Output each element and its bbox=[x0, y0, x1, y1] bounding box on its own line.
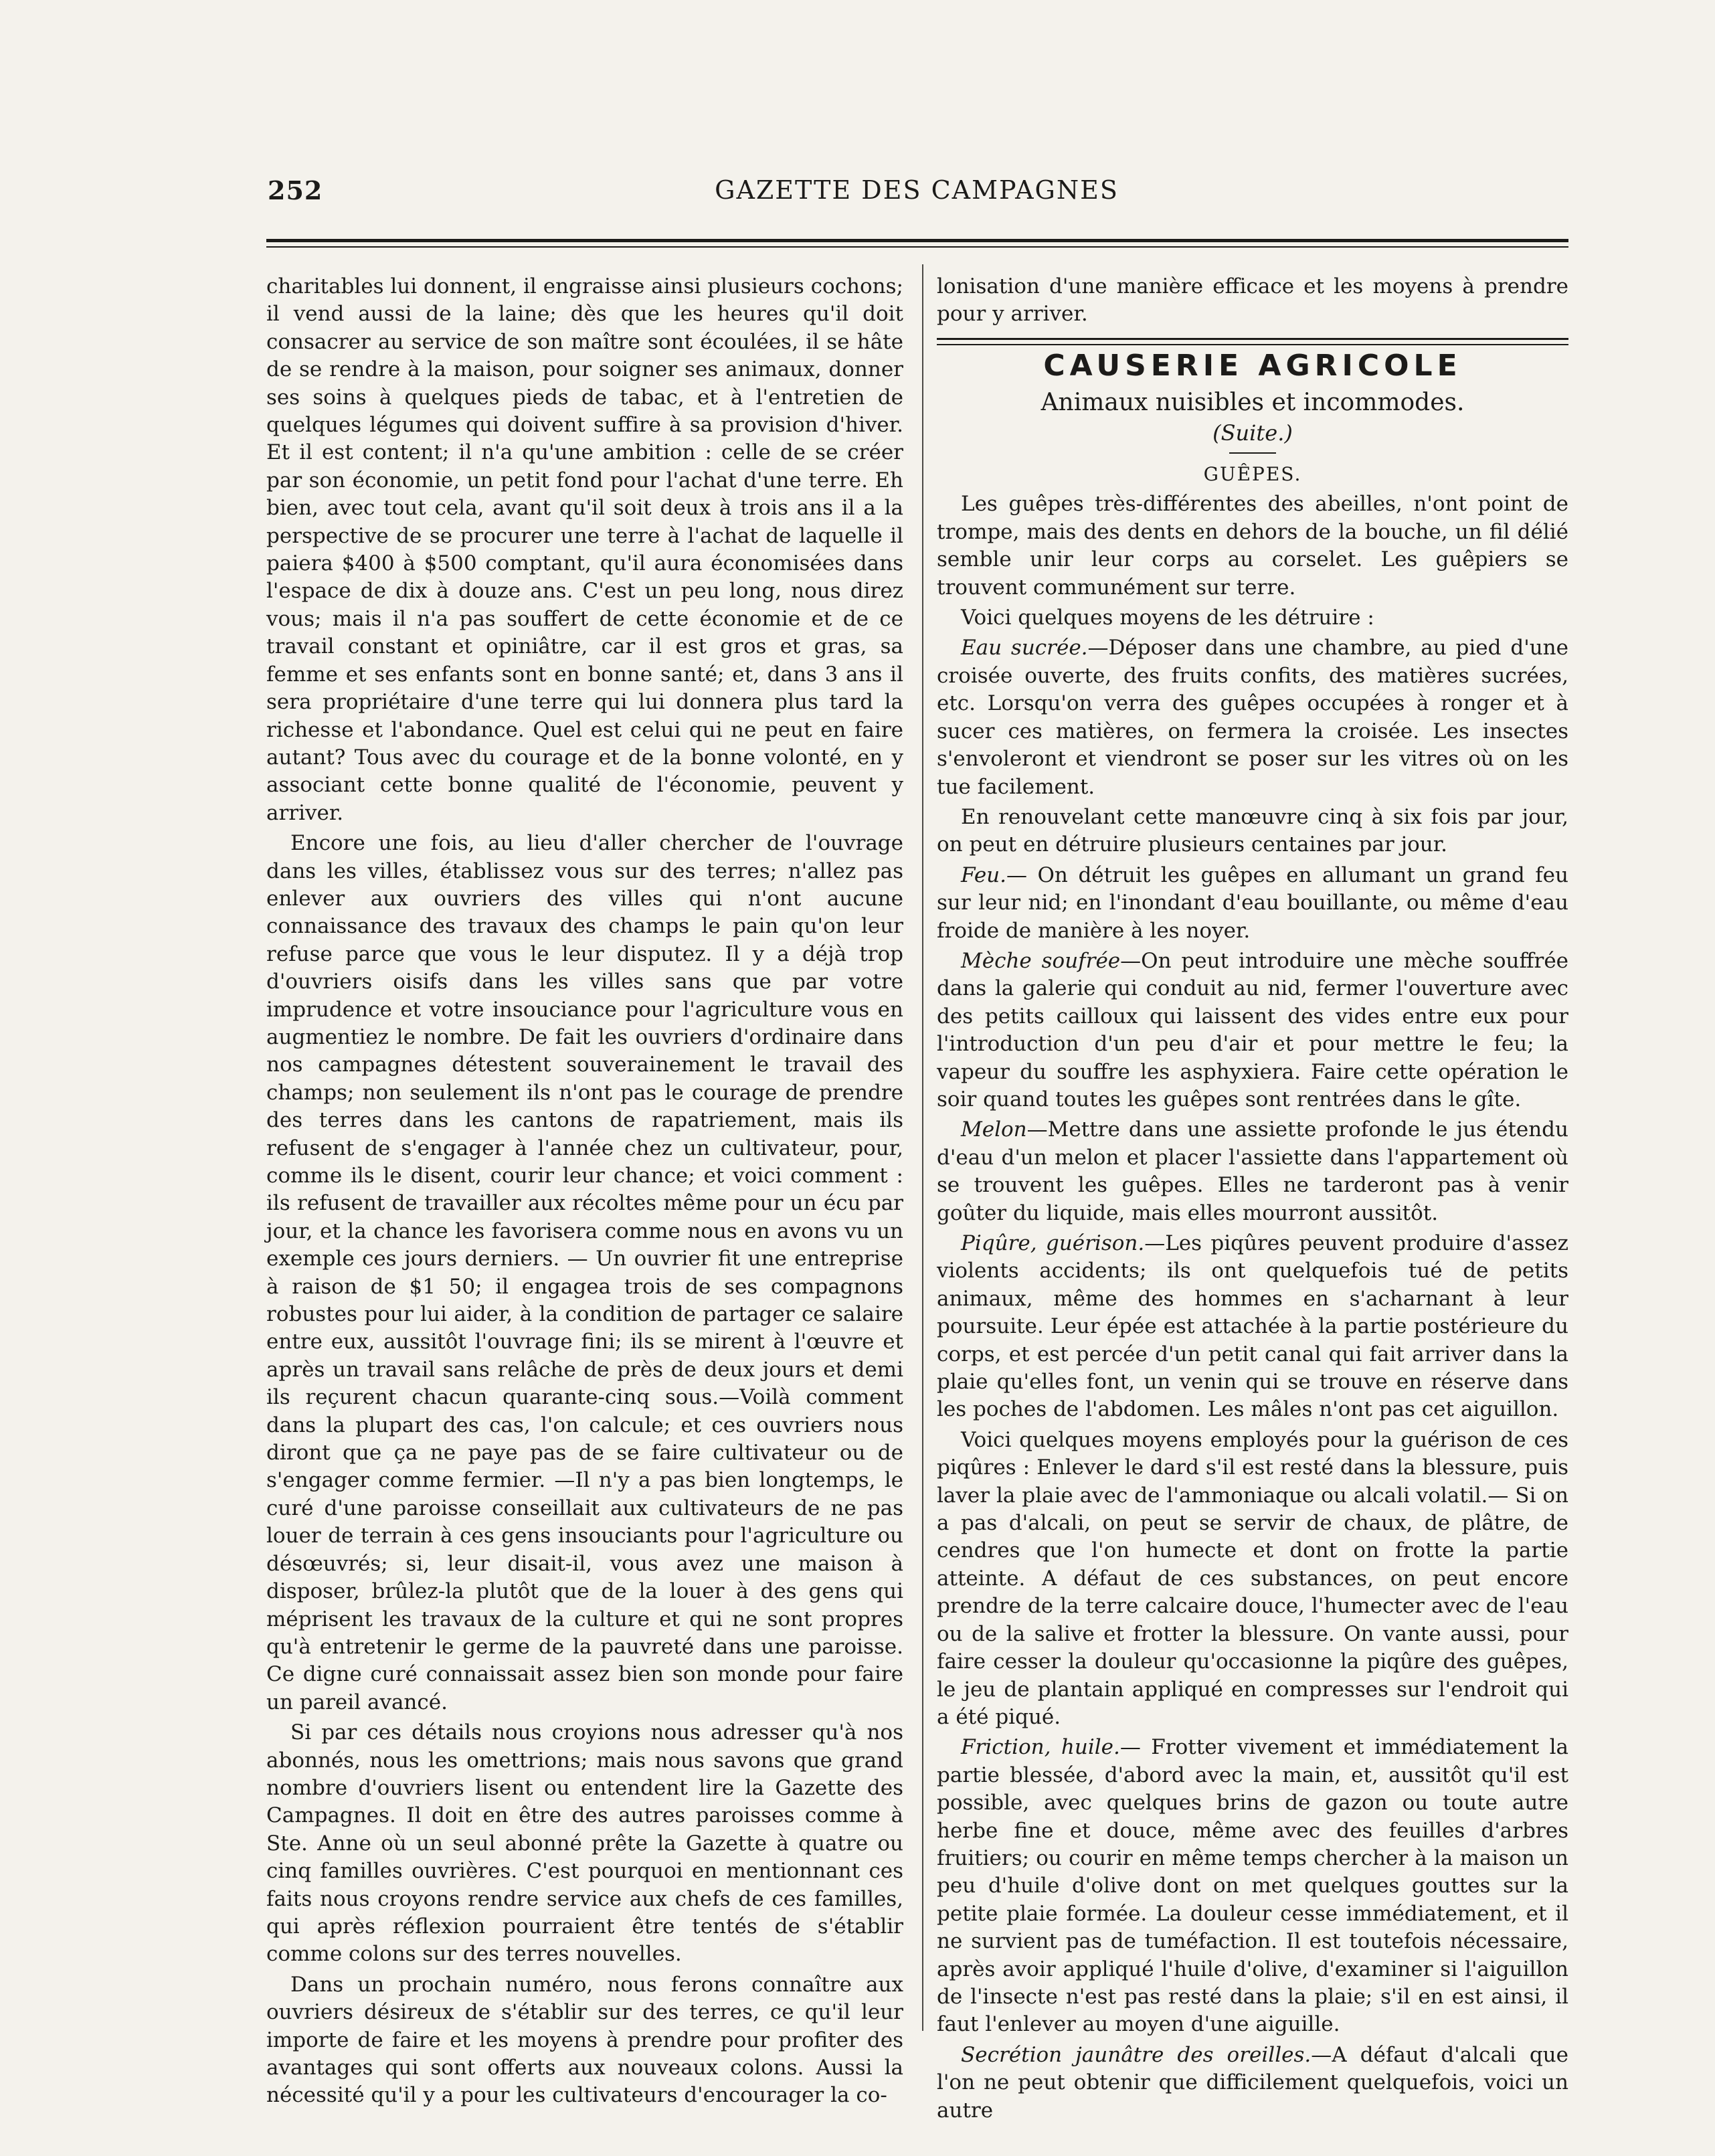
right-paragraph bbox=[937, 634, 1568, 800]
paragraph-lead: Eau sucrée. bbox=[961, 636, 1088, 660]
right-paragraph bbox=[937, 490, 1568, 602]
left-paragraph: Dans un prochain numéro, nous ferons connaître aux ouvriers désireux de s'établir sur des terres, ce qu'il leur importe de faire et les moyens à prendre pour profiter des avantages qui sont offerts aux nouveaux colons. Aussi la nécessité qu'il y a pour les cultivateurs d'encourager la co- bbox=[266, 1972, 903, 2108]
left-paragraph: charitables lui donnent, il engraisse ainsi plusieurs cochons; il vend aussi de la laine; dès que les heures qu'il doit consacrer au service de son maître sont écoulées, il se hâte de se rendre à la maison, pour soigner ses animaux, donner ses soins à quelques pieds de tabac, et à l'entretien de quelques légumes qui doivent suffire à sa provision d'hiver. Et il est content; il n'a qu'une ambition : celle de se créer par son économie, un petit fond pour l'achat d'une terre. Eh bien, avec tout cela, avant qu'il soit deux à trois ans il a la perspective de se procurer une terre à l'achat de laquelle il paiera $400 à $500 comptant, qu'il aura économisées dans l'espace de dix à douze ans. C'est un peu long, nous direz vous; mais il n'a pas souffert de cette économie et de ce travail constant et opiniâtre, car il est gros et gras, sa femme et ses enfants sont en bonne santé; et, dans 3 ans il sera propriétaire d'une terre qui lui donnera plus tard la richesse et l'abondance. Quel est celui qui ne peut en faire autant? Tous avec du courage et de la bonne volonté, en y associant cette bonne qualité de l'économie, peuvent y arriver. bbox=[266, 274, 903, 825]
paragraph-lead: Friction, huile. bbox=[961, 1735, 1120, 1760]
paragraph-text: Voici quelques moyens employés pour la guérison de ces piqûres : Enlever le dard s'il est resté dans la blessure, puis laver la plaie avec de l'ammoniaque ou alcali volatil.— Si on a pas d'alcali, on peut se servir de chaux, de plâtre, de cendres que l'on humecte et dont on frotte la partie atteinte. A défaut de ces substances, on peut encore prendre de la terre calcaire douce, l'humecter avec de l'eau ou de la salive et frotter la blessure. On vante aussi, pour faire cesser la douleur qu'occasionne la piqûre des guêpes, le jeu de plantain appliqué en compresses sur l'endroit qui a été piqué. bbox=[937, 1427, 1568, 1729]
left-paragraph: Si par ces détails nous croyions nous adresser qu'à nos abonnés, nous les omettrions; mais nous savons que grand nombre d'ouvriers lisent ou entendent lire la Gazette des Campagnes. Il doit en être des autres paroisses comme à Ste. Anne où un seul abonné prête la Gazette à quatre ou cinq familles ouvrières. C'est pourquoi en mentionnant ces faits nous croyons rendre service aux chefs de ces familles, qui après réflexion pourraient être tentés de s'établir comme colons sur des terres nouvelles. bbox=[266, 1720, 903, 1967]
running-title: GAZETTE DES CAMPAGNES bbox=[715, 175, 1119, 205]
paragraph-text: —Mettre dans une assiette profonde le jus étendu d'eau d'un melon et placer l'assiette dans l'appartement où se trouvent les guêpes. Elles ne tarderont pas à venir goûter du liquide, mais elles mourront aussitôt. bbox=[937, 1117, 1568, 1225]
paragraph-text: —Déposer dans une chambre, au pied d'une croisée ouverte, des fruits confits, des matières sucrées, etc. Lorsqu'on verra des guêpes occupées à ronger et à sucer ces matières, on fermera la croisée. Les insectes s'envoleront et viendront se poser sur les vitres où on les tue facilement. bbox=[937, 636, 1568, 799]
paragraph-text: — On détruit les guêpes en allumant un grand feu sur leur nid; en l'inondant d'eau bouillante, ou même d'eau froide de manière à les noyer. bbox=[937, 863, 1568, 943]
paragraph-lead: Mèche soufrée bbox=[961, 948, 1121, 973]
paragraph-text: Les guêpes très-différentes des abeilles, n'ont point de trompe, mais des dents en dehors de la bouche, un fil délié semble unir leur corps au corselet. Les guêpiers se trouvent communément sur terre. bbox=[937, 492, 1568, 600]
paragraph-lead: Melon bbox=[961, 1117, 1027, 1142]
section-subtitle: Animaux nuisibles et incommodes. bbox=[1041, 389, 1465, 417]
paragraph-text: Voici quelques moyens de les détruire : bbox=[961, 606, 1374, 630]
section-title: CAUSERIE AGRICOLE bbox=[1043, 348, 1462, 383]
subhead: GUÊPES. bbox=[1203, 463, 1302, 486]
paragraph-lead: Feu. bbox=[961, 863, 1006, 887]
paragraph-text: En renouvelant cette manœuvre cinq à six fois par jour, on peut en détruire plusieurs centaines par jour. bbox=[937, 804, 1568, 857]
right-carryover: lonisation d'une manière efficace et les moyens à prendre pour y arriver. bbox=[937, 274, 1568, 327]
right-paragraph bbox=[937, 804, 1568, 859]
header-rule-thin bbox=[266, 246, 1568, 248]
column-divider bbox=[922, 264, 923, 2031]
right-paragraph bbox=[937, 862, 1568, 945]
paragraph-text: —A défaut d'alcali que l'on ne peut obtenir que difficilement quelquefois, voici un autre bbox=[937, 2042, 1568, 2123]
right-paragraph bbox=[937, 1116, 1568, 1227]
short-rule bbox=[1229, 452, 1276, 454]
right-paragraph bbox=[937, 1427, 1568, 1731]
paragraph-text: —Les piqûres peuvent produire d'assez violents accidents; ils ont quelquefois tué de petits animaux, même des hommes en s'acharnant à leur poursuite. Leur épée est attachée à la partie postérieure du corps, et est percée d'un petit canal qui fait arriver dans la plaie qu'elles font, un venin qui se trouve en réserve dans les poches de l'abdomen. Les mâles n'ont pas cet aiguillon. bbox=[937, 1231, 1568, 1422]
right-paragraph bbox=[937, 1734, 1568, 2038]
section-rule bbox=[937, 338, 1568, 345]
paragraph-text: —On peut introduire une mèche souffrée dans la galerie qui conduit au nid, fermer l'ouverture avec des petits cailloux qui laissent des vides entre eux pour l'introduction d'un peu d'air et pour mettre le feu; la vapeur du souffre les asphyxiera. Faire cette opération le soir quand toutes les guêpes sont rentrées dans le gîte. bbox=[937, 948, 1569, 1111]
right-paragraph bbox=[937, 2042, 1568, 2125]
paragraph-text: — Frotter vivement et immédiatement la partie blessée, d'abord avec la main, et, aussitôt qu'il est possible, avec quelques brins de gazon ou toute autre herbe fine et douce, même avec des feuilles d'arbres fruitiers; ou courir en même temps chercher à la maison un peu d'huile d'olive dont on met quelques gouttes sur la petite plaie formée. La douleur cesse immédiatement, et il ne survient pas de tuméfaction. Il est toutefois nécessaire, après avoir appliqué l'huile d'olive, d'examiner si l'aiguillon de l'insecte n'est pas resté dans la plaie; s'il en est ainsi, il faut l'enlever au moyen d'une aiguille. bbox=[937, 1735, 1568, 2037]
right-column bbox=[937, 273, 1569, 2123]
paragraph-lead: Piqûre, guérison. bbox=[961, 1231, 1145, 1255]
header-rule-thick bbox=[266, 239, 1568, 242]
section-suite: (Suite.) bbox=[1212, 420, 1293, 446]
page-header bbox=[268, 175, 1566, 215]
paragraph-lead: Secrétion jaunâtre des oreilles. bbox=[961, 2042, 1312, 2067]
right-paragraph bbox=[937, 948, 1568, 1113]
left-column bbox=[266, 273, 903, 2108]
page-number: 252 bbox=[268, 175, 323, 205]
right-paragraph bbox=[937, 604, 1568, 632]
left-paragraph: Encore une fois, au lieu d'aller chercher de l'ouvrage dans les villes, établissez vous sur des terres; n'allez pas enlever aux ouvriers des villes qui n'ont aucune connaissance des travaux des champs le pain qu'on leur refuse parce que vous le leur disputez. Il y a déjà trop d'ouvriers oisifs dans les villes sans que par votre imprudence et votre insouciance pour l'agriculture vous en augmentiez le nombre. De fait les ouvriers d'ordinaire dans nos campagnes détestent souverainement le travail des champs; non seulement ils n'ont pas le courage de prendre des terres dans les cantons de rapatriement, mais ils refusent de s'engager à l'année chez un cultivateur, pour, comme ils le disent, courir leur chance; et voici comment : ils refusent de travailler aux récoltes même pour un écu par jour, et la chance les favorisera comme nous en avons vu un exemple ces jours derniers. — Un ouvrier fit une entreprise à raison de $1 50; il engagea trois de ses compagnons robustes pour lui aider, à la condition de partager ce salaire entre eux, aussitôt l'ouvrage fini; ils se mirent à l'œuvre et après un travail sans relâche de près de deux jours et demi ils reçurent chacun quarante-cinq sous.—Voilà comment dans la plupart des cas, l'on calcule; et ces ouvriers nous diront que ça ne paye pas de se faire cultivateur ou de s'engager comme fermier. —Il n'y a pas bien longtemps, le curé d'une paroisse conseillait aux cultivateurs de ne pas louer de terrain à ces gens insouciants pour l'agriculture ou désœuvrés; si, leur disait-il, vous avez une maison à disposer, brûlez-la plutôt que de la louer à des gens qui méprisent les travaux de la culture et qui ne sont propres qu'à entretenir le germe de la pauvreté dans une paroisse. Ce digne curé connaissait assez bien son monde pour faire un pareil avancé. bbox=[266, 831, 903, 1714]
right-paragraph bbox=[937, 1230, 1568, 1424]
